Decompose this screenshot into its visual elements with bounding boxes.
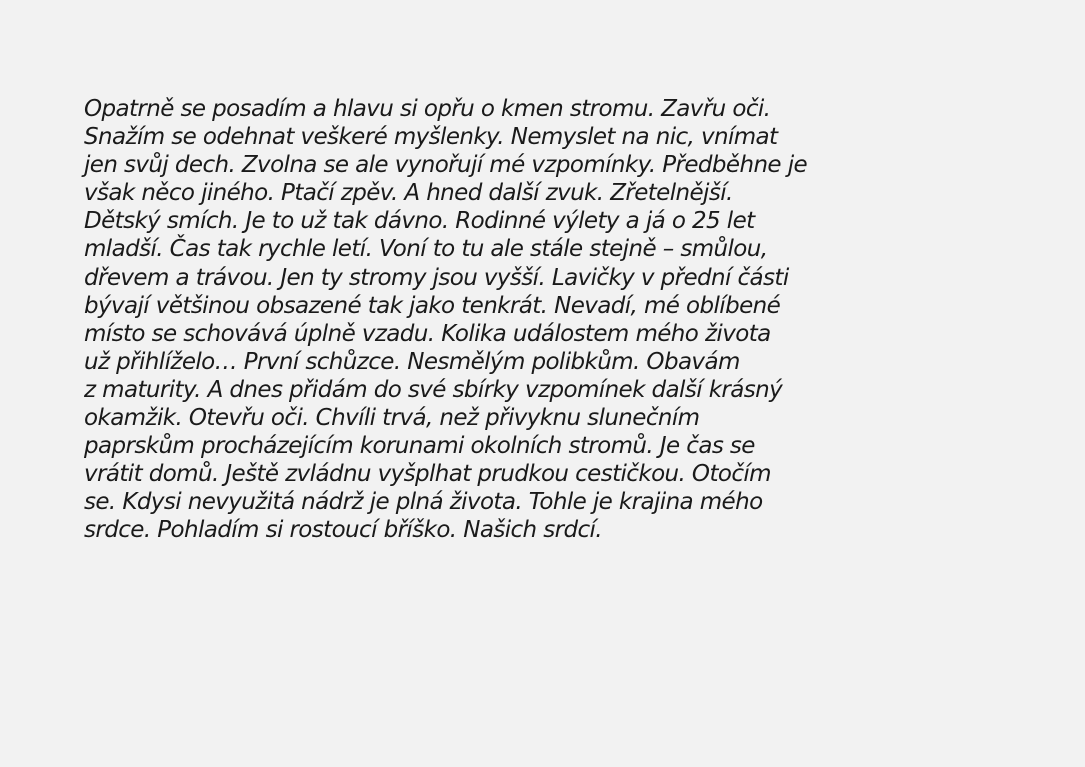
text-line: Dětský smích. Je to už tak dávno. Rodinné výlety a já o 25 let [84, 208, 755, 235]
text-line: jen svůj dech. Zvolna se ale vynořují mé vzpomínky. Předběhne je [84, 152, 808, 179]
text-line: srdce. Pohladím si rostoucí bříško. Našich srdcí. [84, 517, 603, 544]
text-line: už přihlíželo… První schůzce. Nesmělým polibkům. Obavám [84, 348, 740, 375]
text-line: bývají většinou obsazené tak jako tenkrát. Nevadí, mé oblíbené [84, 292, 781, 319]
text-line: z maturity. A dnes přidám do své sbírky vzpomínek další krásný [84, 376, 783, 403]
text-line: Snažím se odehnat veškeré myšlenky. Nemyslet na nic, vnímat [84, 124, 778, 151]
text-line: však něco jiného. Ptačí zpěv. A hned další zvuk. Zřetelnější. [84, 180, 733, 207]
text-line: paprskům procházejícím korunami okolních stromů. Je čas se [84, 433, 755, 460]
text-line: se. Kdysi nevyužitá nádrž je plná života. Tohle je krajina mého [84, 489, 763, 516]
document-body [84, 95, 1074, 545]
text-line: mladší. Čas tak rychle letí. Voní to tu ale stále stejně – smůlou, [84, 236, 768, 263]
text-line: místo se schovává úplně vzadu. Kolika událostem mého života [84, 320, 771, 347]
text-line: dřevem a trávou. Jen ty stromy jsou vyšší. Lavičky v přední části [84, 264, 789, 291]
text-line: Opatrně se posadím a hlavu si opřu o kmen stromu. Zavřu oči. [84, 96, 771, 122]
text-line: vrátit domů. Ještě zvládnu vyšplhat prudkou cestičkou. Otočím [84, 461, 771, 488]
text-line: okamžik. Otevřu oči. Chvíli trvá, než přivyknu slunečním [84, 405, 700, 432]
